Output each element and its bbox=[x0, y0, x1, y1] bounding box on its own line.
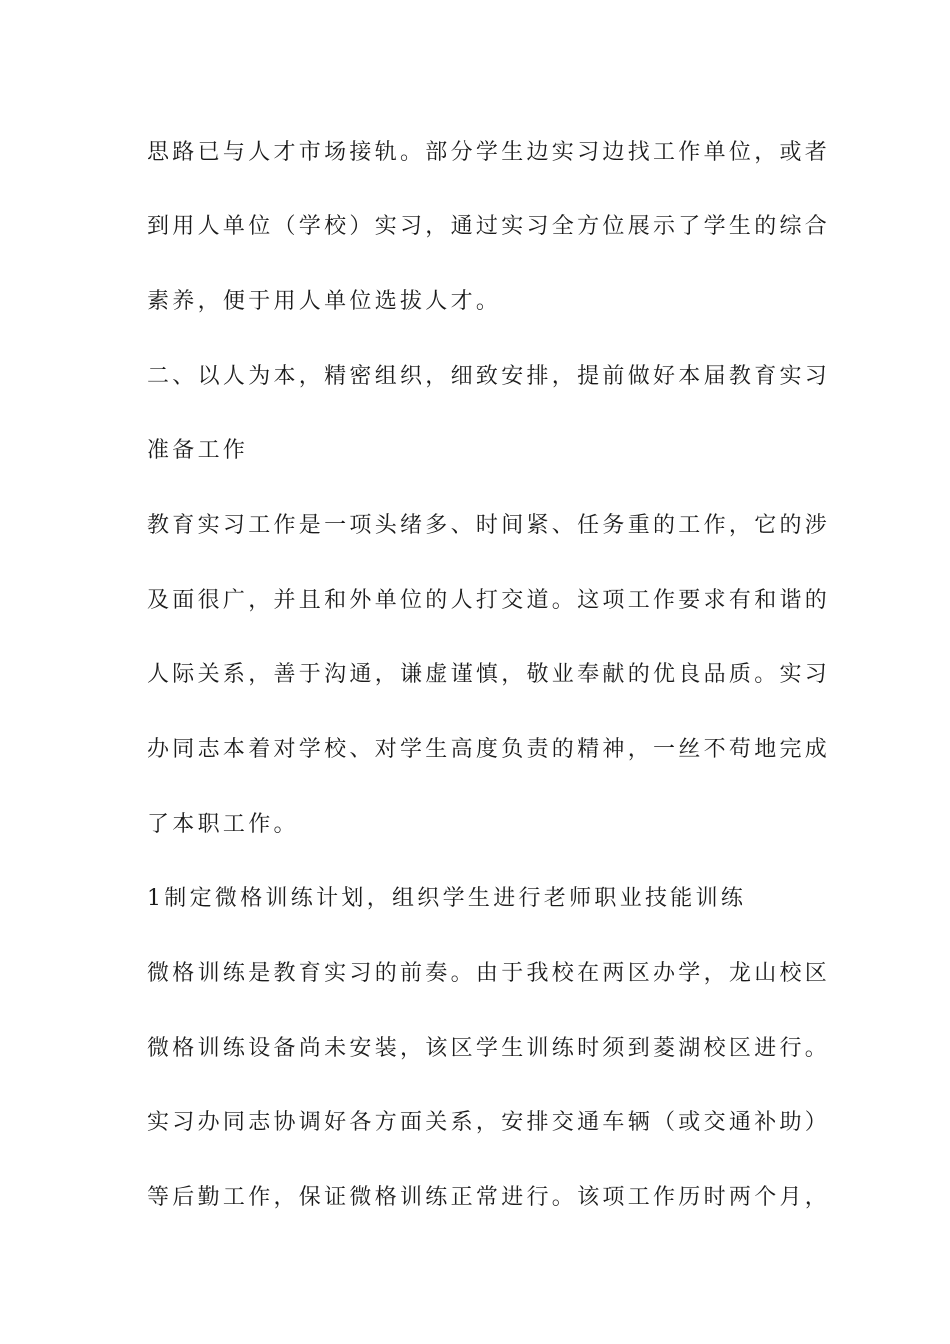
text-line-12: 微格训练是教育实习的前奏。由于我校在两区办学，龙山校区 bbox=[147, 961, 831, 986]
section-heading-line-2: 准备工作 bbox=[147, 438, 249, 463]
text-line-7: 及面很广，并且和外单位的人打交道。这项工作要求有和谐的 bbox=[147, 588, 831, 613]
text-line-13: 微格训练设备尚未安装，该区学生训练时须到菱湖校区进行。 bbox=[147, 1036, 831, 1061]
text-line-8: 人际关系，善于沟通，谦虚谨慎，敬业奉献的优良品质。实习 bbox=[147, 662, 831, 687]
text-line-14: 实习办同志协调好各方面关系，安排交通车辆（或交通补助） bbox=[147, 1110, 831, 1135]
text-line-1: 思路已与人才市场接轨。部分学生边实习边找工作单位，或者 bbox=[147, 140, 831, 165]
text-line-10: 了本职工作。 bbox=[147, 812, 299, 837]
text-line-9: 办同志本着对学校、对学生高度负责的精神，一丝不苟地完成 bbox=[147, 737, 831, 762]
text-line-6: 教育实习工作是一项头绪多、时间紧、任务重的工作，它的涉 bbox=[147, 513, 831, 538]
subsection-heading: 1制定微格训练计划，组织学生进行老师职业技能训练 bbox=[147, 886, 747, 911]
text-line-2: 到用人单位（学校）实习，通过实习全方位展示了学生的综合 bbox=[147, 214, 831, 239]
text-line-15: 等后勤工作，保证微格训练正常进行。该项工作历时两个月， bbox=[147, 1185, 831, 1210]
section-heading-line-1: 二、以人为本，精密组织，细致安排，提前做好本届教育实习 bbox=[147, 364, 831, 389]
text-line-3: 素养，便于用人单位选拔人才。 bbox=[147, 289, 502, 314]
